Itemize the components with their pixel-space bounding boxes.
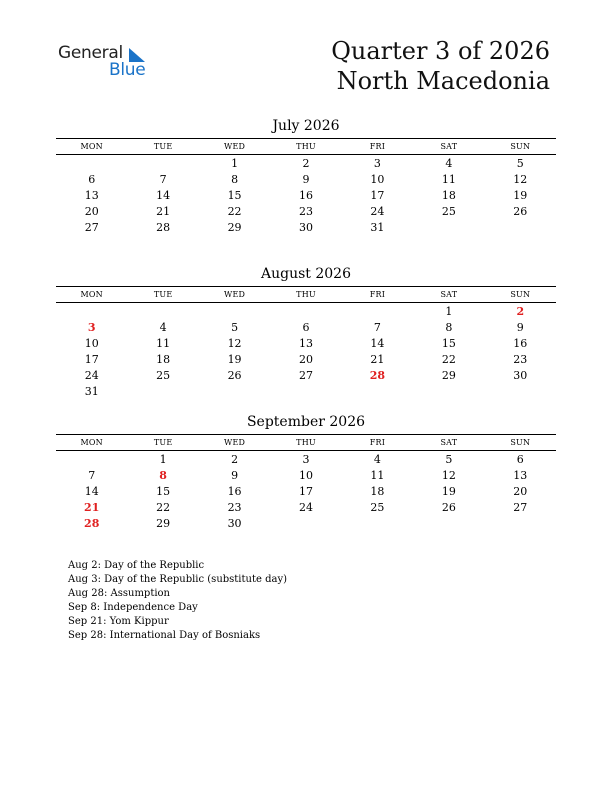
holiday-day-cell: 3 [87,321,96,334]
day-cell: 27 [298,369,313,382]
empty-day-cell [342,516,413,532]
empty-day-cell [485,220,556,236]
weekday-label: MON [80,142,103,151]
day-grid [56,304,556,400]
day-cell: 17 [84,353,99,366]
weekday-label: SUN [510,438,531,447]
day-cell: 31 [84,385,99,398]
day-cell: 15 [227,189,242,202]
weekday-label: SAT [440,438,458,447]
holiday-day-cell: 2 [516,305,525,318]
holiday-item: Aug 3: Day of the Republic (substitute day) [68,574,287,585]
day-cell: 7 [159,173,167,186]
empty-day-cell [413,384,484,400]
weekday-label: MON [80,438,103,447]
day-cell: 1 [159,453,167,466]
day-cell: 29 [441,369,456,382]
day-cell: 20 [298,353,313,366]
empty-day-cell [56,452,127,468]
day-cell: 22 [156,501,171,514]
month-september [56,413,556,532]
holiday-item: Sep 8: Independence Day [68,602,198,613]
day-cell: 11 [156,337,171,350]
weekday-label: SUN [510,142,531,151]
empty-day-cell [270,304,341,320]
day-cell: 9 [302,173,310,186]
empty-day-cell [56,156,127,172]
holiday-item: Sep 21: Yom Kippur [68,616,169,627]
day-cell: 16 [227,485,242,498]
day-cell: 14 [84,485,99,498]
day-cell: 8 [231,173,239,186]
day-cell: 14 [370,337,385,350]
day-cell: 24 [84,369,99,382]
day-cell: 24 [298,501,313,514]
holiday-day-cell: 8 [159,469,167,482]
empty-day-cell [485,384,556,400]
day-cell: 21 [370,353,385,366]
day-cell: 25 [156,369,171,382]
empty-day-cell [127,156,198,172]
month-title: July 2026 [272,118,340,134]
page-title [331,36,550,96]
weekday-label: THU [296,438,316,447]
weekday-label: THU [296,290,316,299]
day-cell: 5 [516,157,524,170]
day-cell: 29 [227,221,242,234]
month-title: August 2026 [261,266,351,282]
empty-day-cell [127,384,198,400]
day-cell: 18 [156,353,171,366]
day-cell: 22 [441,353,456,366]
day-cell: 6 [302,321,310,334]
title-quarter: Quarter 3 of 2026 [331,37,550,65]
day-cell: 28 [156,221,171,234]
day-cell: 31 [370,221,385,234]
day-cell: 27 [513,501,528,514]
day-cell: 17 [370,189,385,202]
month-title: September 2026 [246,414,366,430]
holiday-item: Aug 28: Assumption [68,588,171,599]
generalblue-logo [58,43,168,83]
holiday-item: Sep 28: International Day of Bosniaks [68,630,261,641]
day-cell: 18 [370,485,385,498]
day-cell: 25 [441,205,456,218]
day-grid [56,156,556,236]
empty-day-cell [270,384,341,400]
day-cell: 15 [441,337,456,350]
weekday-label: TUE [153,438,173,447]
day-cell: 12 [227,337,242,350]
day-cell: 7 [373,321,381,334]
day-cell: 30 [227,517,242,530]
day-cell: 13 [298,337,313,350]
weekday-label: WED [224,438,246,447]
day-cell: 22 [227,205,242,218]
empty-day-cell [342,384,413,400]
day-cell: 4 [159,321,167,334]
holiday-list [68,559,287,643]
weekday-label: TUE [153,290,173,299]
weekday-label: WED [224,142,246,151]
day-grid [56,452,556,532]
day-cell: 13 [513,469,528,482]
day-cell: 3 [302,453,310,466]
day-cell: 7 [88,469,96,482]
weekday-label: MON [80,290,103,299]
weekday-label: TUE [153,142,173,151]
day-cell: 14 [156,189,171,202]
day-cell: 10 [298,469,313,482]
day-cell: 23 [513,353,528,366]
day-cell: 9 [231,469,239,482]
day-cell: 19 [513,189,528,202]
empty-day-cell [413,516,484,532]
day-cell: 4 [373,453,381,466]
weekday-label: FRI [369,142,386,151]
empty-day-cell [199,304,270,320]
day-cell: 1 [445,305,453,318]
day-cell: 26 [227,369,242,382]
weekday-label: FRI [369,290,386,299]
empty-day-cell [413,220,484,236]
month-august [56,265,556,400]
title-country: North Macedonia [336,67,550,95]
weekday-label: SAT [440,290,458,299]
day-cell: 16 [298,189,313,202]
day-cell: 19 [441,485,456,498]
day-cell: 21 [156,205,171,218]
empty-day-cell [485,516,556,532]
empty-day-cell [199,384,270,400]
empty-day-cell [342,304,413,320]
day-cell: 24 [370,205,385,218]
day-cell: 29 [156,517,171,530]
day-cell: 2 [231,453,239,466]
day-cell: 25 [370,501,385,514]
day-cell: 2 [302,157,310,170]
weekday-header [56,138,556,155]
day-cell: 12 [441,469,456,482]
holiday-day-cell: 28 [84,517,100,530]
day-cell: 16 [513,337,528,350]
day-cell: 20 [513,485,528,498]
weekday-header [56,286,556,303]
weekday-label: WED [224,290,246,299]
day-cell: 26 [441,501,456,514]
empty-day-cell [270,516,341,532]
day-cell: 5 [445,453,453,466]
day-cell: 3 [373,157,381,170]
day-cell: 18 [441,189,456,202]
weekday-label: SAT [440,142,458,151]
day-cell: 13 [84,189,99,202]
day-cell: 15 [156,485,171,498]
logo-word-blue: Blue [109,60,146,80]
day-cell: 10 [370,173,385,186]
day-cell: 6 [516,453,524,466]
day-cell: 19 [227,353,242,366]
day-cell: 5 [231,321,239,334]
day-cell: 4 [445,157,453,170]
day-cell: 23 [227,501,242,514]
holiday-item: Aug 2: Day of the Republic [68,560,205,571]
day-cell: 8 [445,321,453,334]
day-cell: 26 [513,205,528,218]
day-cell: 10 [84,337,99,350]
day-cell: 1 [231,157,239,170]
day-cell: 6 [88,173,96,186]
day-cell: 23 [298,205,313,218]
holiday-day-cell: 21 [84,501,100,514]
weekday-label: FRI [369,438,386,447]
logo-word-general: General [58,43,123,63]
day-cell: 11 [370,469,385,482]
weekday-label: THU [296,142,316,151]
day-cell: 30 [298,221,313,234]
empty-day-cell [127,304,198,320]
empty-day-cell [56,304,127,320]
day-cell: 11 [441,173,456,186]
day-cell: 9 [516,321,524,334]
holiday-day-cell: 28 [369,369,386,382]
day-cell: 12 [513,173,528,186]
day-cell: 30 [513,369,528,382]
weekday-header [56,434,556,451]
day-cell: 27 [84,221,99,234]
day-cell: 20 [84,205,99,218]
weekday-label: SUN [510,290,531,299]
day-cell: 17 [298,485,313,498]
month-july [56,117,556,236]
